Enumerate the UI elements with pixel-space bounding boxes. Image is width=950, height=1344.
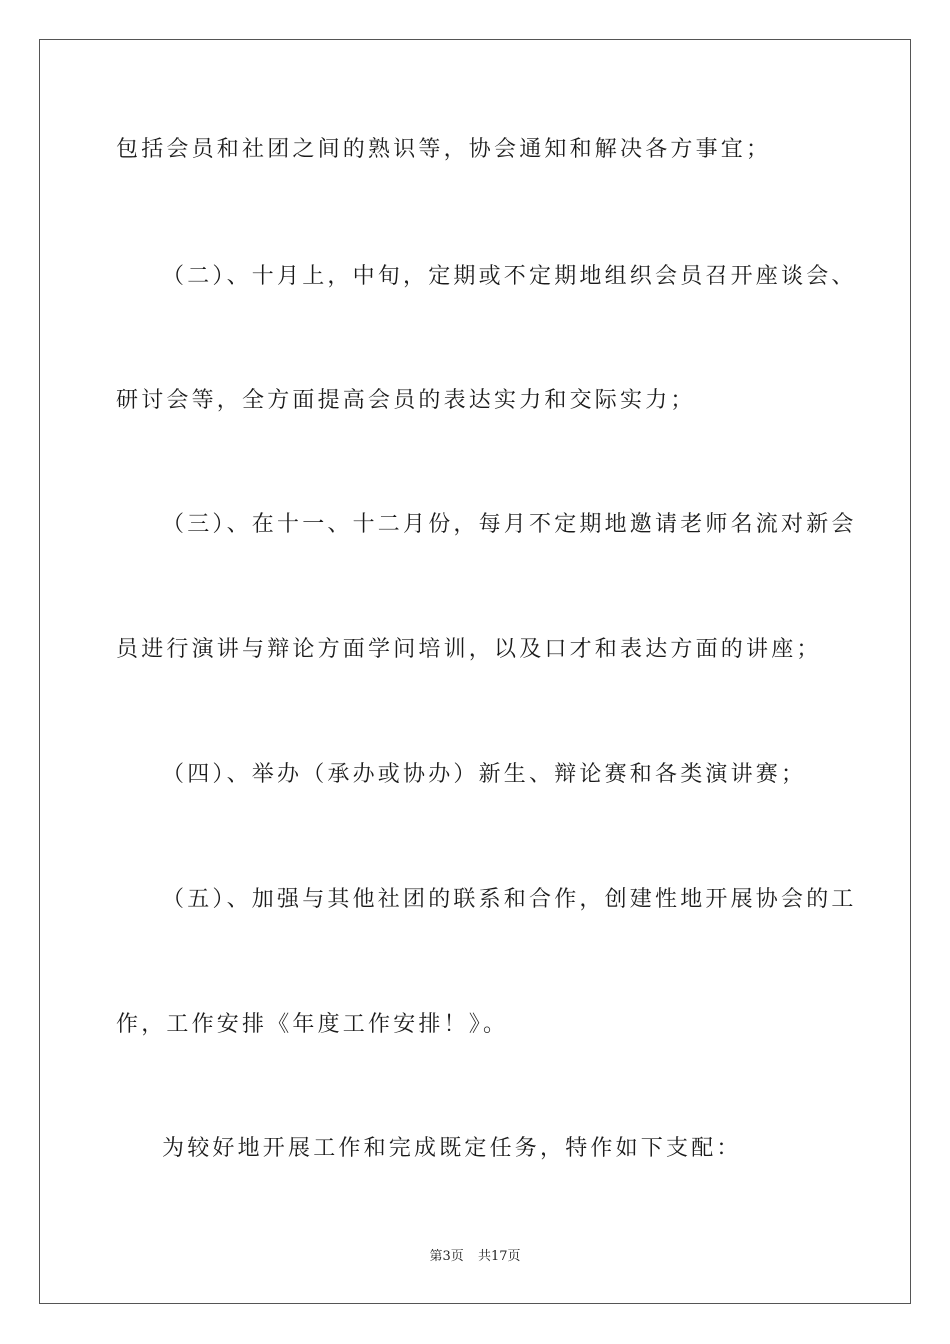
body-line-6: （四）、举办（承办或协办）新生、辩论赛和各类演讲赛； (162, 762, 807, 787)
body-line-8: 作，工作安排《年度工作安排！》。 (116, 1012, 509, 1037)
page-number: 第3页 (429, 1249, 464, 1264)
body-line-7: （五）、加强与其他社团的联系和合作，创建性地开展协会的工 (162, 887, 857, 912)
body-line-4: （三）、在十一、十二月份，每月不定期地邀请老师名流对新会 (162, 512, 857, 537)
body-line-5: 员进行演讲与辩论方面学问培训，以及口才和表达方面的讲座； (116, 637, 822, 662)
body-line-9: 为较好地开展工作和完成既定任务，特作如下支配： (162, 1136, 742, 1161)
page-total: 共17页 (477, 1249, 521, 1264)
page-footer (0, 1248, 950, 1266)
body-line-3: 研讨会等，全方面提高会员的表达实力和交际实力； (116, 388, 696, 413)
body-line-2: （二）、十月上，中旬，定期或不定期地组织会员召开座谈会、 (162, 264, 857, 289)
page-border (39, 39, 911, 1304)
body-line-1: 包括会员和社团之间的熟识等，协会通知和解决各方事宜； (116, 137, 772, 162)
